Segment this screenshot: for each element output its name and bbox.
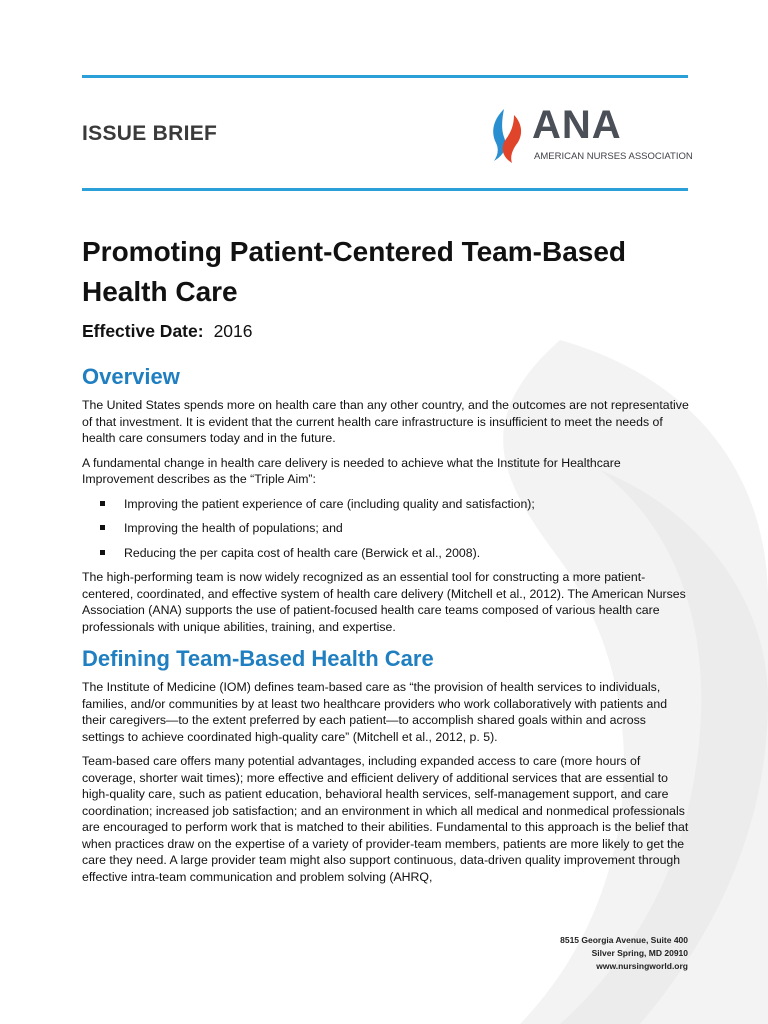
effective-date-label: Effective Date: (82, 321, 204, 341)
header-top-rule (82, 75, 688, 78)
list-item (82, 520, 690, 537)
list-item (82, 545, 690, 562)
document-title: Promoting Patient-Centered Team-Based Health Care (82, 236, 627, 307)
effective-date (82, 321, 253, 342)
address-line-1: 8515 Georgia Avenue, Suite 400 (560, 935, 688, 945)
issue-brief-label: ISSUE BRIEF (82, 122, 218, 145)
bullet-icon (100, 525, 105, 530)
overview-paragraph-3: The high-performing team is now widely recognized as an essential tool for constructing a more patient-centered, coordinated, and effective system of health care delivery (Mitchell et al., 2012). The American Nurses Association (ANA) supports the use of patient-focused health care teams composed of various health care professionals with unique abilities, training, and expertise. (82, 570, 686, 634)
ana-logo-wordmark: ANA (532, 103, 622, 147)
defining-paragraph-2: Team-based care offers many potential advantages, including expanded access to care (more hours of coverage, shorter wait times); more effective and efficient delivery of additional services that are essential to high-quality care, such as patient education, behavioral health services, self-management support, and care coordination; increased job satisfaction; and an environment in which all medical and nonmedical professionals are encouraged to perform work that is matched to their abilities. Fundamental to this approach is the belief that when practices draw on the expertise of a variety of provider-team members, patients are more likely to get the care they need. A large provider team might also support continuous, data-driven quality improvement through effective intra-team communication and problem solving (AHRQ, (82, 754, 689, 884)
overview-paragraph-1: The United States spends more on health care than any other country, and the outcomes are not representative of that investment. It is evident that the current health care infrastructure is insufficient to meet the needs of health care consumers today and in the future. (82, 398, 689, 445)
ana-flame-icon (488, 107, 526, 163)
bullet-icon (100, 501, 105, 506)
bullet-icon (100, 550, 105, 555)
list-item-text: Improving the health of populations; and (124, 521, 343, 535)
header-bottom-rule (82, 188, 688, 191)
effective-date-value: 2016 (213, 321, 253, 341)
list-item-text: Reducing the per capita cost of health care (Berwick et al., 2008). (124, 545, 481, 560)
list-item (82, 496, 690, 513)
overview-heading: Overview (82, 364, 180, 389)
defining-heading: Defining Team-Based Health Care (82, 646, 434, 671)
footer-address (560, 934, 688, 973)
overview-paragraph-2: A fundamental change in health care delivery is needed to achieve what the Institute for Healthcare Improvement describes as the “Triple Aim”: (82, 455, 621, 486)
ana-logo (488, 103, 693, 165)
list-item-text: Improving the patient experience of care (including quality and satisfaction); (124, 496, 535, 511)
defining-paragraph-1: The Institute of Medicine (IOM) defines team-based care as “the provision of health services to individuals, families, and/or communities by at least two healthcare providers who work collaboratively with patients and their caregivers—to the extent preferred by each patient—to accomplish shared goals within and across settings to achieve coordinated high-quality care” (Mitchell et al., 2012, p. 5). (82, 680, 668, 744)
document-body (82, 362, 690, 893)
website-link[interactable]: www.nursingworld.org (596, 961, 688, 971)
triple-aim-list (82, 496, 690, 562)
address-line-2: Silver Spring, MD 20910 (591, 948, 688, 958)
ana-logo-subtitle: AMERICAN NURSES ASSOCIATION (534, 151, 693, 162)
